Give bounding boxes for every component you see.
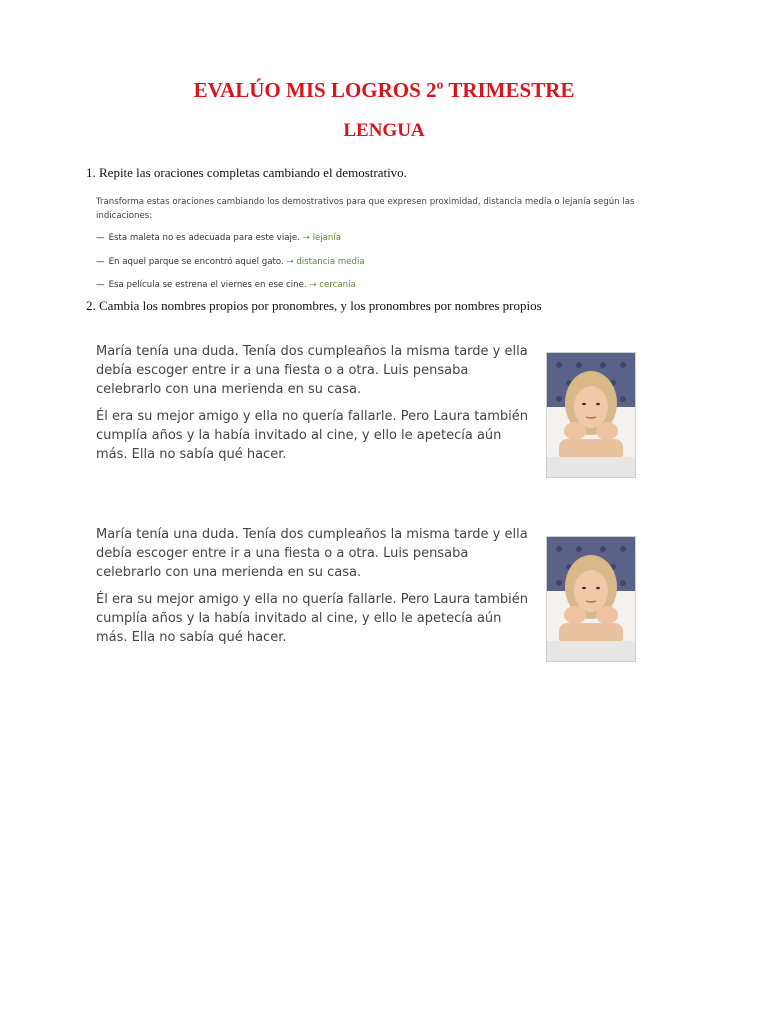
sentence-hint: → distancia media <box>286 257 365 267</box>
exercise-1-question: 1. Repite las oraciones completas cambiando el demostrativo. <box>86 165 407 180</box>
sentence-item <box>96 233 341 243</box>
reading-text-2 <box>96 525 536 647</box>
sentence-item <box>96 280 356 290</box>
paragraph: María tenía una duda. Tenía dos cumpleaños la misma tarde y ella debía escoger entre ir a una fiesta o a otra. Luis pensaba celebrarlo con una merienda en su casa. <box>96 527 528 580</box>
dash-icon: — <box>96 257 105 267</box>
girl-photo-icon <box>546 352 636 478</box>
exercise-2-question: 2. Cambia los nombres propios por pronombres, y los pronombres por nombres propios <box>86 298 542 313</box>
sentence-hint: → cercanía <box>309 280 356 290</box>
sentence-text: Esa película se estrena el viernes en ese cine. <box>108 280 307 290</box>
page-title: EVALÚO MIS LOGROS 2º TRIMESTRE <box>193 78 575 102</box>
dash-icon: — <box>96 280 105 290</box>
girl-photo-icon <box>546 536 636 662</box>
sentence-hint: → lejanía <box>302 233 342 243</box>
paragraph: María tenía una duda. Tenía dos cumpleaños la misma tarde y ella debía escoger entre ir a una fiesta o a otra. Luis pensaba celebrarlo con una merienda en su casa. <box>96 344 528 397</box>
exercise-1-instruction: Transforma estas oraciones cambiando los demostrativos para que expresen proximidad, distancia media o lejanía según las indicaciones: <box>96 197 635 221</box>
page-subtitle: LENGUA <box>343 120 425 141</box>
sentence-text: En aquel parque se encontró aquel gato. <box>108 257 284 267</box>
reading-text-1 <box>96 342 536 464</box>
paragraph: Él era su mejor amigo y ella no quería fallarle. Pero Laura también cumplía años y la había invitado al cine, y ello le apetecía aún más. Ella no sabía qué hacer. <box>96 409 529 462</box>
sentence-text: Esta maleta no es adecuada para este viaje. <box>108 233 300 243</box>
dash-icon: — <box>96 233 105 243</box>
sentence-item <box>96 257 365 267</box>
paragraph: Él era su mejor amigo y ella no quería fallarle. Pero Laura también cumplía años y la había invitado al cine, y ello le apetecía aún más. Ella no sabía qué hacer. <box>96 592 529 645</box>
